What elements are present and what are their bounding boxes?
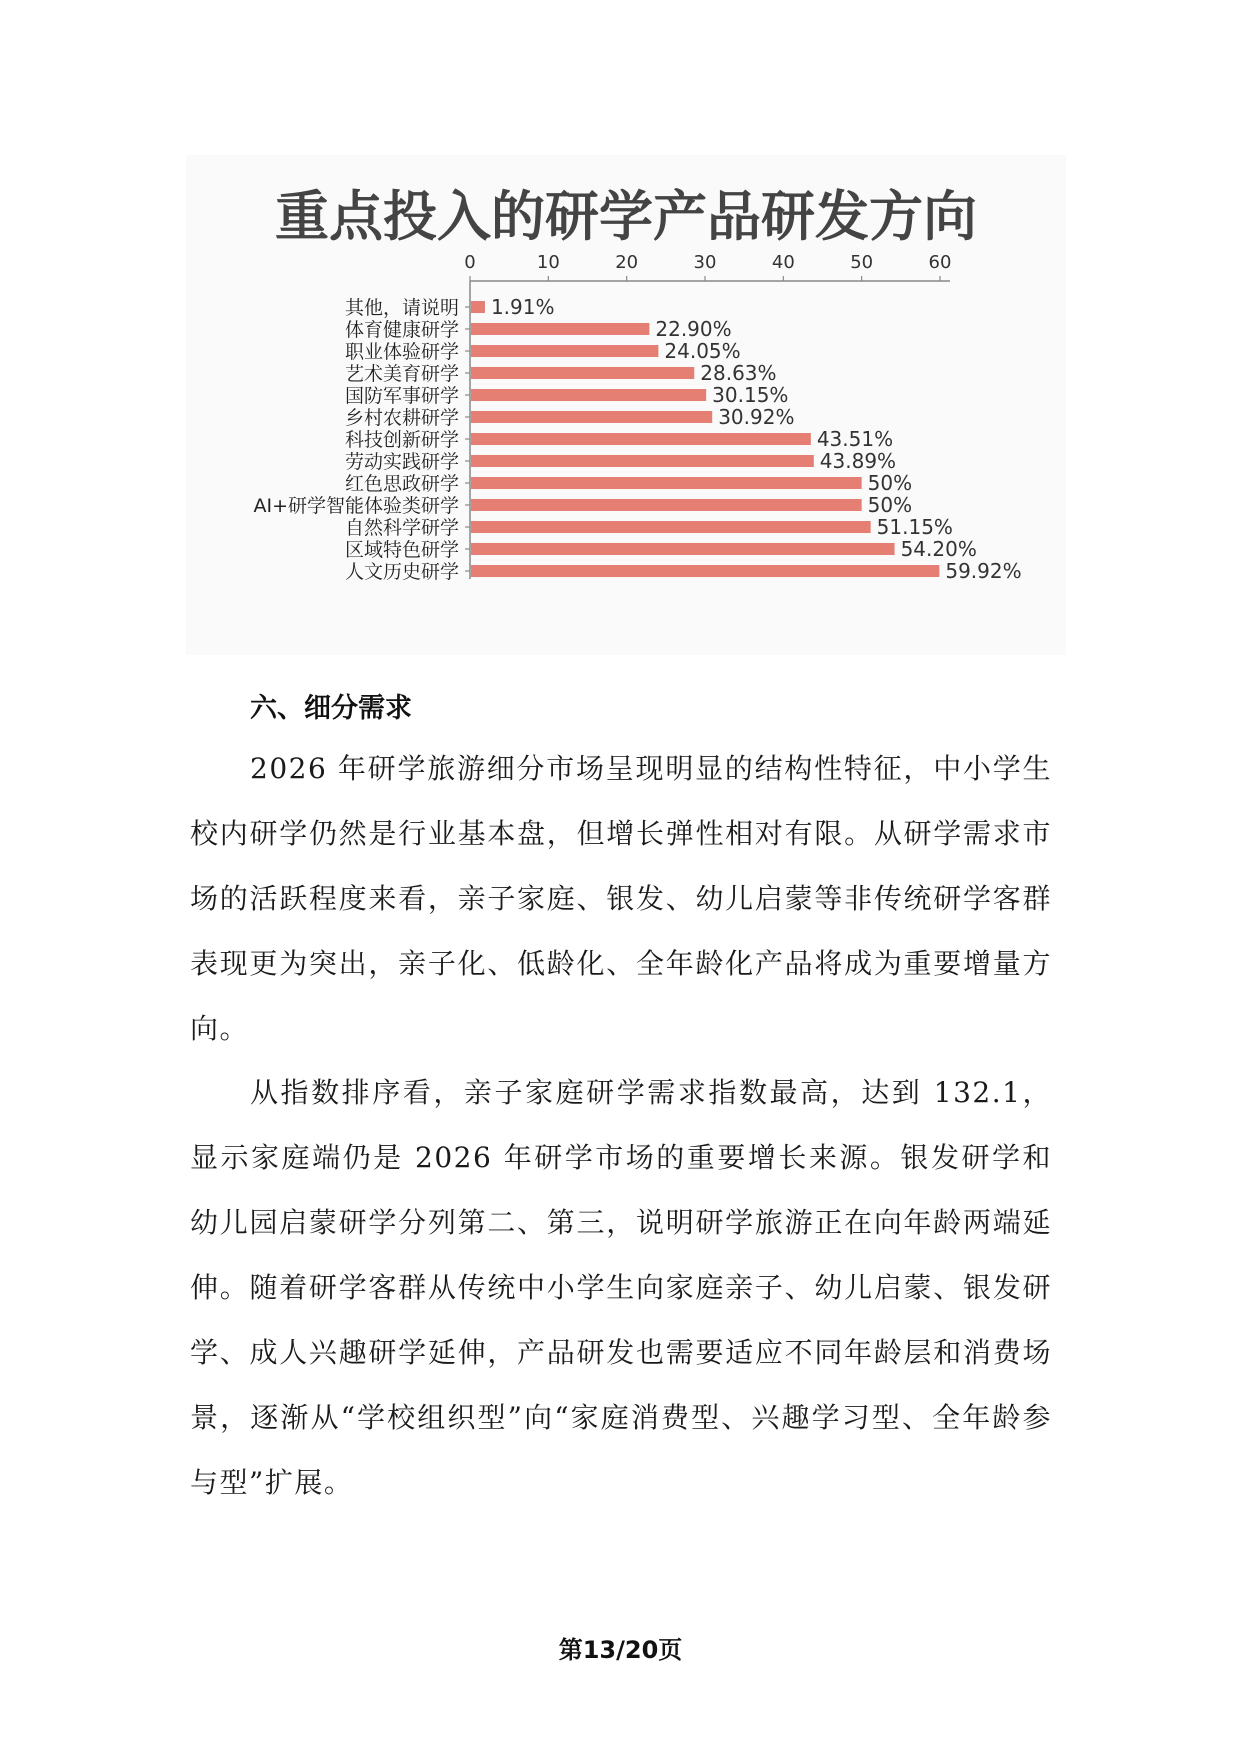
data-label: 1.91% [490,295,555,319]
category-label: 其他，请说明 [344,297,459,319]
data-label: 51.15% [876,515,953,539]
category-label: 乡村农耕研学 [344,407,459,429]
x-tick-label: 0 [464,252,476,273]
bar [471,499,862,511]
data-label: 50% [867,493,913,517]
category-label: 体育健康研学 [344,319,459,341]
data-label: 30.15% [712,383,789,407]
category-label: AI+研学智能体验类研学 [253,495,459,517]
data-label: 54.20% [900,537,977,561]
data-label: 43.51% [816,427,894,451]
category-label: 国防军事研学 [344,385,459,407]
paragraph: 从指数排序看，亲子家庭研学需求指数最高，达到 132.1，显示家庭端仍是 2026 年研学市场的重要增长来源。银发研学和幼儿园启蒙研学分列第二、第三，说明研学旅游正在向年龄两端延伸。随着研学客群从传统中小学生向家庭亲子、幼儿启蒙、银发研学、成人兴趣研学延伸，产品研发也需要适应不同年龄层和消费场景，逐渐从“学校组织型”向“家庭消费型、兴趣学习型、全年龄参与型”扩展。 [190,1076,1052,1499]
bar [471,455,814,467]
x-tick-label: 30 [693,252,717,273]
bar-chart [186,155,1066,655]
data-label: 22.90% [655,317,732,341]
bar [471,301,485,313]
x-tick-label: 60 [928,252,952,273]
data-label: 28.63% [700,361,777,385]
chart-title: 重点投入的研学产品研发方向 [275,185,977,248]
section-heading: 六、细分需求 [250,693,412,724]
bar [471,389,706,401]
bar [471,433,811,445]
data-label: 30.92% [718,405,795,429]
bar [471,367,694,379]
page-number: 第13/20页 [558,1636,683,1664]
chart-canvas [186,155,1066,655]
paragraph: 2026 年研学旅游细分市场呈现明显的结构性特征，中小学生校内研学仍然是行业基本盘，但增长弹性相对有限。从研学需求市场的活跃程度来看，亲子家庭、银发、幼儿启蒙等非传统研学客群表现更为突出，亲子化、低龄化、全年龄化产品将成为重要增量方向。 [190,752,1052,1045]
category-label: 区域特色研学 [344,539,459,561]
data-label: 43.89% [819,449,897,473]
x-tick-label: 50 [850,252,874,273]
x-tick-label: 10 [536,252,560,273]
bar [471,565,939,577]
data-label: 50% [867,471,913,495]
category-label: 职业体验研学 [344,341,459,363]
bar [471,411,712,423]
x-tick-label: 40 [771,252,795,273]
bar [471,477,862,489]
bar [471,345,658,357]
x-tick-label: 20 [615,252,639,273]
bar [471,543,895,555]
category-label: 自然科学研学 [344,517,459,539]
category-label: 人文历史研学 [344,561,459,583]
category-label: 艺术美育研学 [344,363,459,385]
data-label: 59.92% [945,559,1022,583]
data-label: 24.05% [664,339,741,363]
category-label: 红色思政研学 [344,473,459,495]
bar [471,521,871,533]
category-label: 科技创新研学 [344,429,459,451]
bar [471,323,649,335]
category-label: 劳动实践研学 [344,451,459,473]
